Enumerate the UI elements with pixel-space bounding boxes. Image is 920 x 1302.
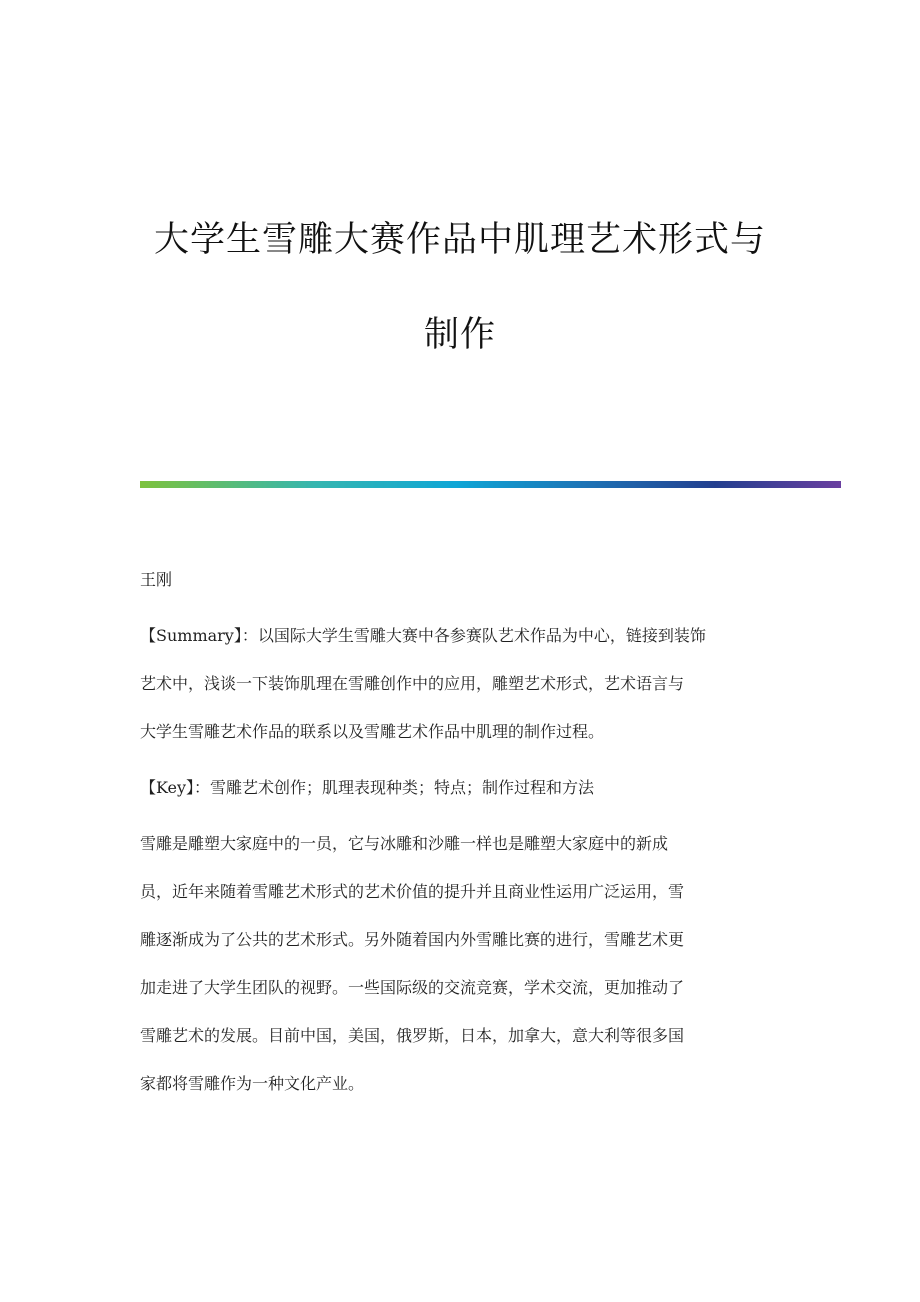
body-line: 加走进了大学生团队的视野。一些国际级的交流竞赛，学术交流，更加推动了 xyxy=(140,978,685,997)
body-line: 雪雕艺术的发展。目前中国，美国，俄罗斯，日本，加拿大，意大利等很多国 xyxy=(140,1026,685,1045)
summary-line: 【Summary】：以国际大学生雪雕大赛中各参赛队艺术作品为中心，链接到装饰 xyxy=(140,626,706,645)
body-line: 雕逐渐成为了公共的艺术形式。另外随着国内外雪雕比赛的进行，雪雕艺术更 xyxy=(140,930,685,949)
document-title-line-1: 大学生雪雕大赛作品中肌理艺术形式与 xyxy=(153,220,766,260)
author-name: 王刚 xyxy=(140,570,173,589)
summary-line: 艺术中，浅谈一下装饰肌理在雪雕创作中的应用，雕塑艺术形式，艺术语言与 xyxy=(140,674,685,693)
body-line: 家都将雪雕作为一种文化产业。 xyxy=(140,1074,365,1093)
body-line: 员，近年来随着雪雕艺术形式的艺术价值的提升并且商业性运用广泛运用，雪 xyxy=(140,882,685,901)
gradient-divider xyxy=(140,481,841,488)
summary-line: 大学生雪雕艺术作品的联系以及雪雕艺术作品中肌理的制作过程。 xyxy=(140,722,605,741)
body-line: 雪雕是雕塑大家庭中的一员，它与冰雕和沙雕一样也是雕塑大家庭中的新成 xyxy=(140,834,669,853)
document-title-line-2: 制作 xyxy=(423,315,496,355)
keywords-line: 【Key】：雪雕艺术创作；肌理表现种类；特点；制作过程和方法 xyxy=(140,778,595,797)
